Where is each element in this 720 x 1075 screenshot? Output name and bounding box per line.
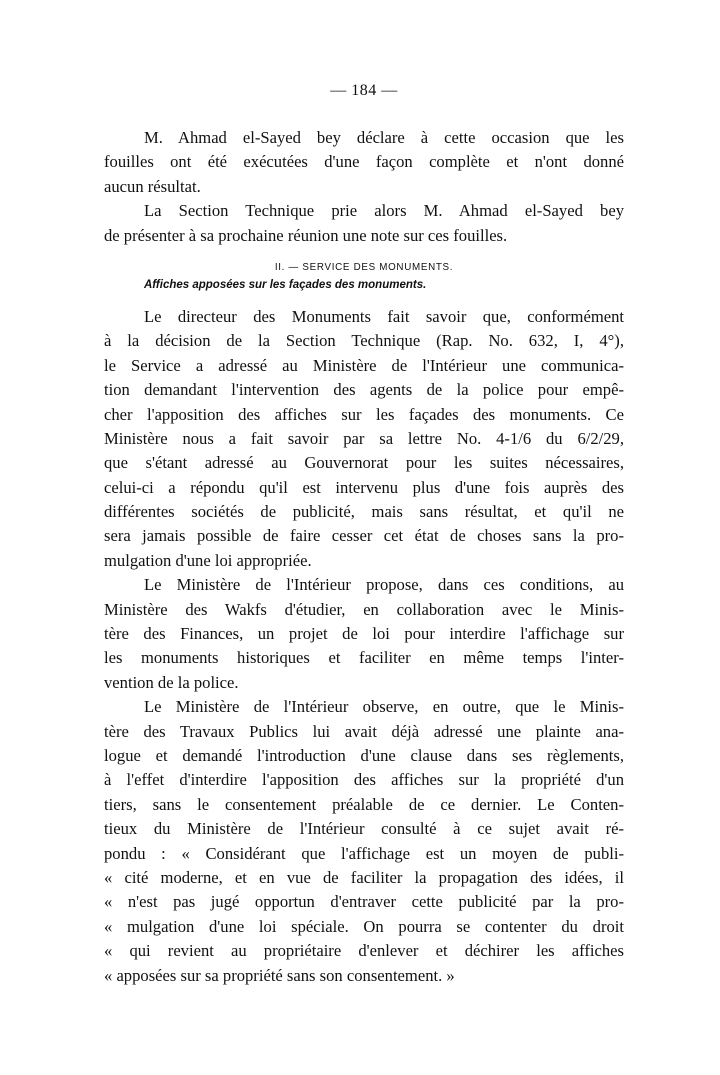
text-line: à l'effet d'interdire l'apposition des affiches sur la propriété d'un	[104, 770, 624, 790]
text-line: tion demandant l'intervention des agents de la police pour empê-	[104, 380, 624, 400]
sub-heading: Affiches apposées sur les façades des monuments.	[144, 278, 427, 291]
text-line: différentes sociétés de publicité, mais sans résultat, et qu'il ne	[104, 502, 624, 522]
text-line: sera jamais possible de faire cesser cet état de choses sans la pro-	[104, 526, 624, 546]
text-line: Le directeur des Monuments fait savoir que, conformément	[144, 306, 624, 326]
text-line: celui-ci a répondu qu'il est intervenu plus d'une fois auprès des	[104, 477, 624, 497]
page-number: — 184 —	[330, 82, 398, 99]
text-line: tiers, sans le consentement préalable de ce dernier. Le Conten-	[104, 794, 624, 814]
text-line: mulgation d'une loi appropriée.	[104, 550, 312, 570]
paragraph-fouilles-result	[104, 126, 624, 199]
section-heading: II. — SERVICE DES MONUMENTS.	[274, 261, 454, 273]
text-line: « apposées sur sa propriété sans son consentement. »	[104, 965, 455, 985]
text-line: « cité moderne, et en vue de faciliter la propagation des idées, il	[104, 867, 624, 887]
paragraph-ministere-observe	[104, 695, 624, 988]
text-line: que s'étant adressé au Gouvernorat pour les suites nécessaires,	[104, 453, 624, 473]
text-line: de présenter à sa prochaine réunion une note sur ces fouilles.	[104, 225, 508, 245]
paragraph-section-request	[104, 199, 624, 248]
text-line: La Section Technique prie alors M. Ahmad el-Sayed bey	[144, 201, 624, 221]
paragraph-ministere-propose	[104, 573, 624, 695]
text-line: cher l'apposition des affiches sur les façades des monuments. Ce	[104, 404, 624, 424]
text-line: « qui revient au propriétaire d'enlever et déchirer les affiches	[104, 941, 624, 961]
text-line: fouilles ont été exécutées d'une façon complète et n'ont donné	[104, 152, 624, 172]
text-line: Le Ministère de l'Intérieur propose, dans ces conditions, au	[144, 575, 624, 595]
text-line: Le Ministère de l'Intérieur observe, en outre, que le Minis-	[144, 697, 624, 717]
document-page	[104, 82, 624, 988]
paragraph-directeur-monuments	[104, 305, 624, 573]
text-line: M. Ahmad el-Sayed bey déclare à cette occasion que les	[144, 128, 624, 147]
text-line: Ministère des Wakfs d'étudier, en collaboration avec le Minis-	[104, 599, 624, 619]
text-line: Ministère nous a fait savoir par sa lettre No. 4-1/6 du 6/2/29,	[104, 428, 624, 448]
text-line: pondu : « Considérant que l'affichage est un moyen de publi-	[104, 843, 624, 863]
text-line: « n'est pas jugé opportun d'entraver cette publicité par la pro-	[104, 892, 624, 912]
text-line: vention de la police.	[104, 672, 239, 692]
text-line: le Service a adressé au Ministère de l'Intérieur une communica-	[104, 355, 624, 375]
text-line: tère des Travaux Publics lui avait déjà adressé une plainte ana-	[104, 721, 624, 741]
text-line: tère des Finances, un projet de loi pour interdire l'affichage sur	[104, 624, 624, 644]
text-line: à la décision de la Section Technique (Rap. No. 632, I, 4°),	[104, 331, 624, 351]
text-line: tieux du Ministère de l'Intérieur consulté à ce sujet avait ré-	[104, 819, 624, 839]
text-line: aucun résultat.	[104, 176, 201, 196]
text-line: les monuments historiques et faciliter en même temps l'inter-	[104, 648, 624, 668]
text-line: « mulgation d'une loi spéciale. On pourra se contenter du droit	[104, 916, 624, 936]
text-line: logue et demandé l'introduction d'une clause dans ses règlements,	[104, 745, 624, 765]
